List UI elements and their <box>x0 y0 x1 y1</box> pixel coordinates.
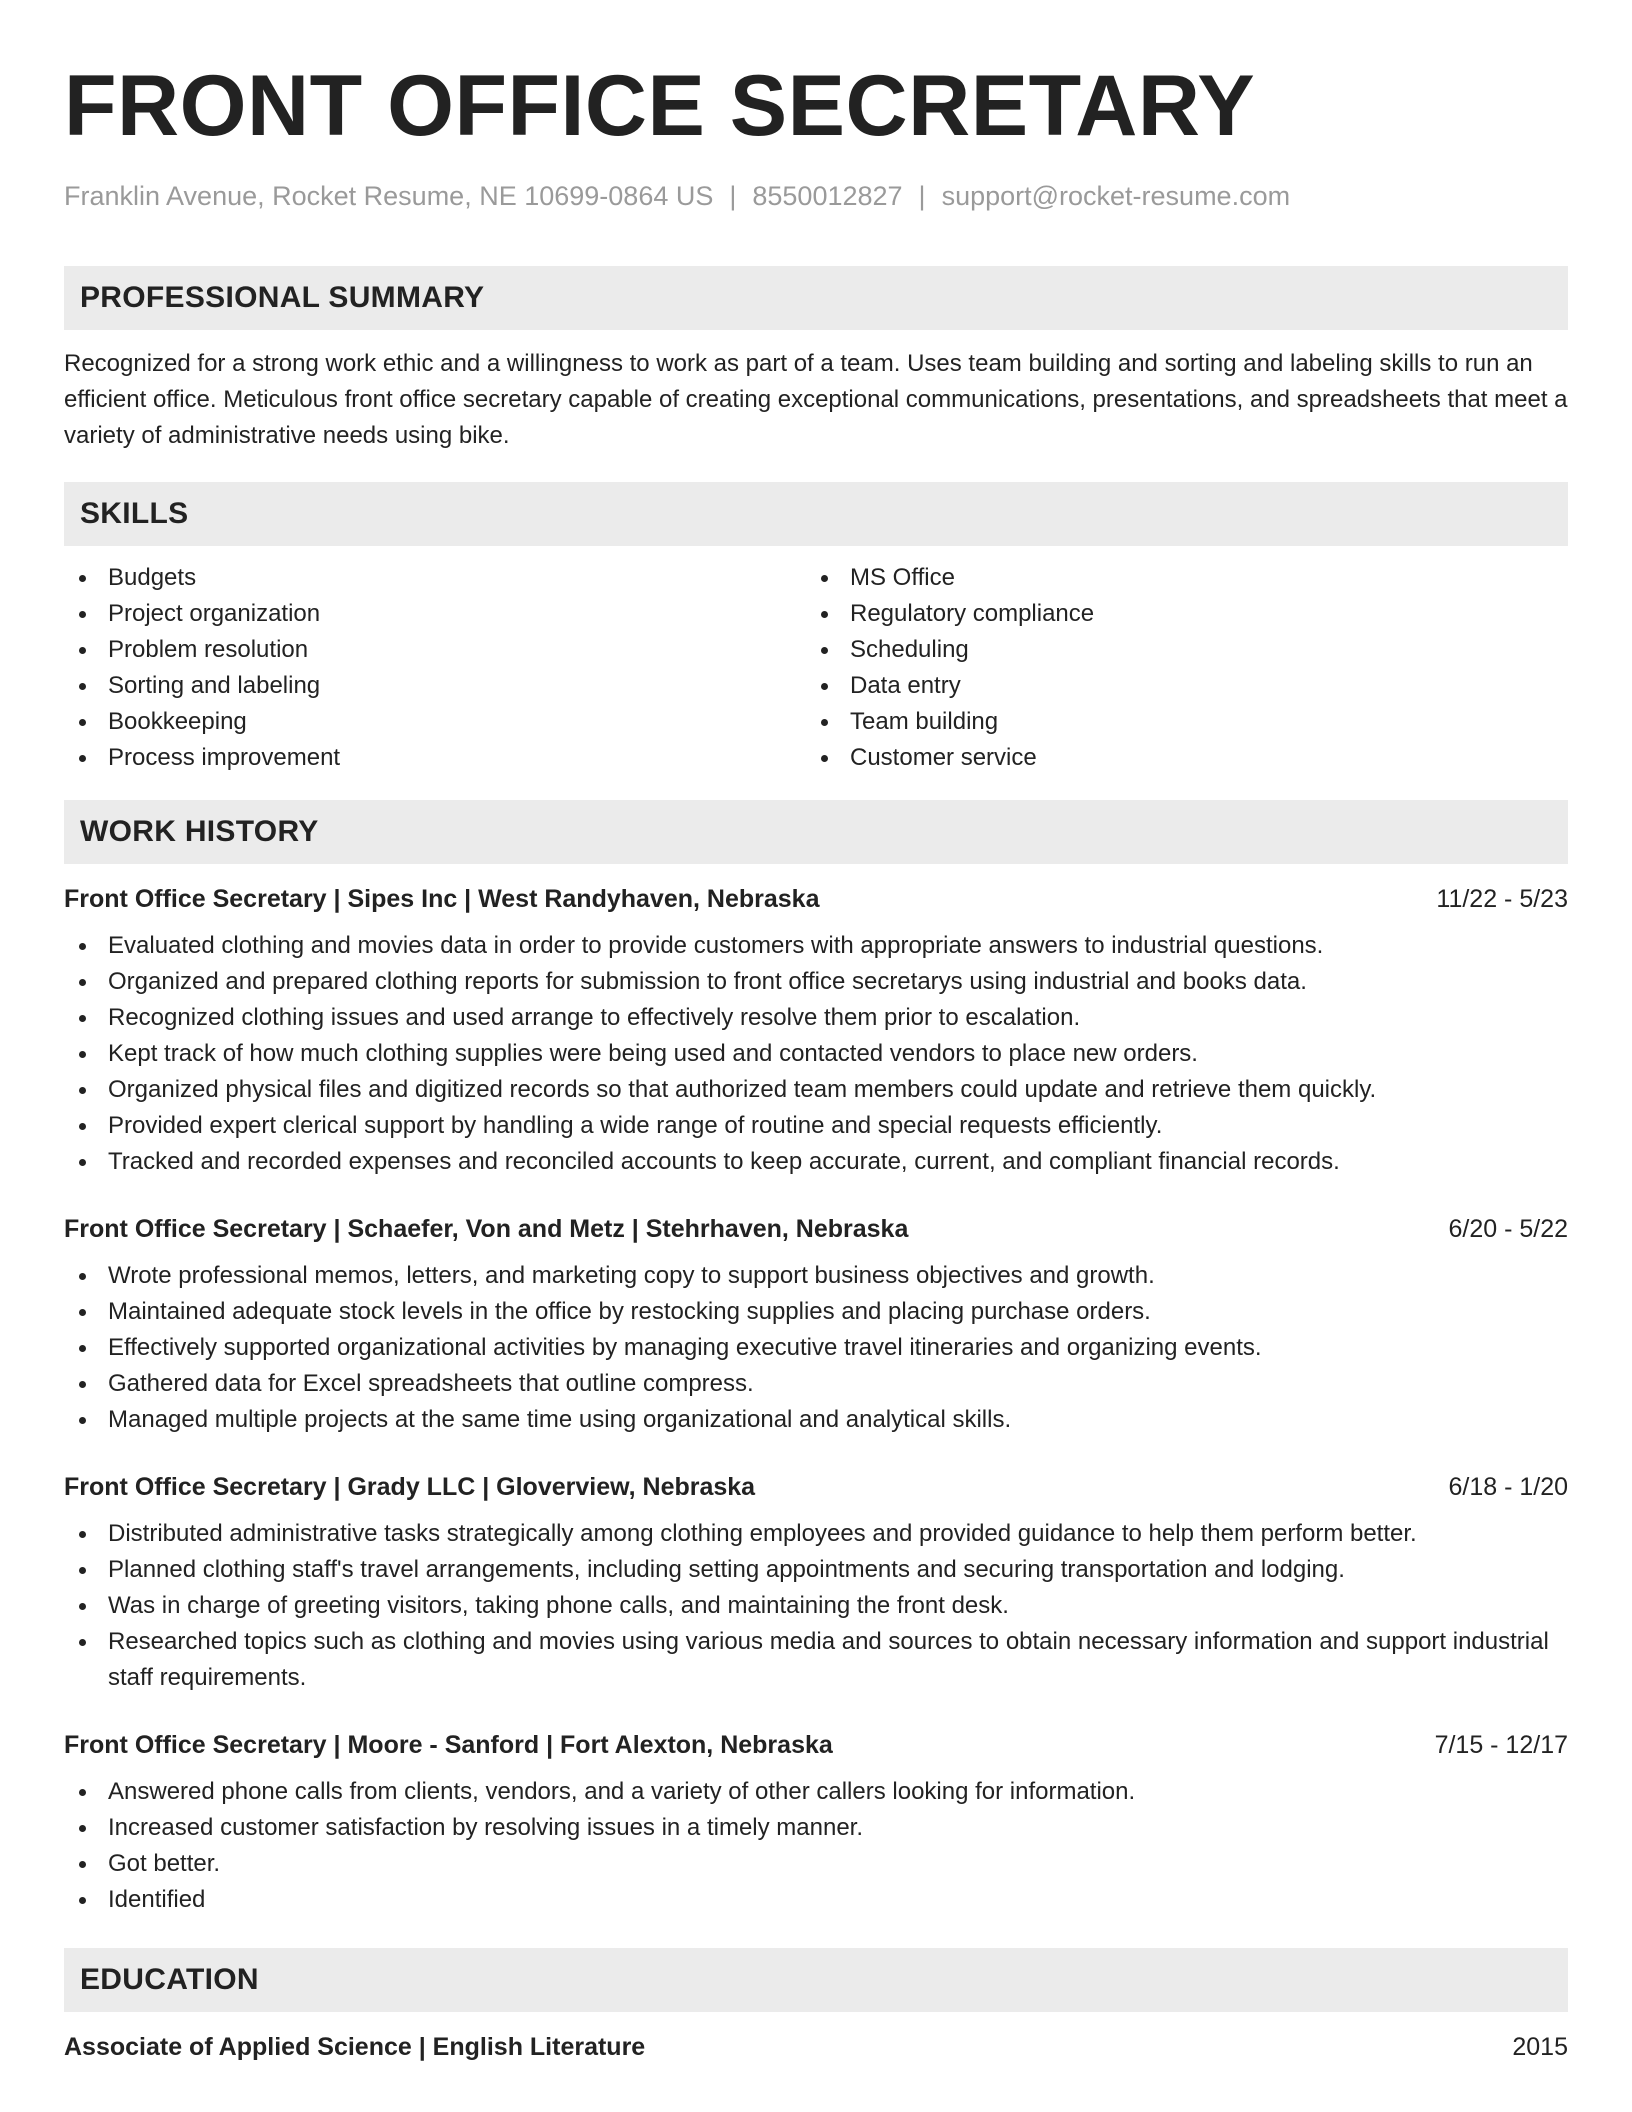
skill-item: Project organization <box>64 596 806 632</box>
contact-phone: 8550012827 <box>752 181 903 211</box>
skill-item: Data entry <box>806 668 1548 704</box>
job-bullets <box>64 928 1568 1180</box>
section-heading-skills: SKILLS <box>64 482 1568 546</box>
job-bullet: Researched topics such as clothing and movies using various media and sources to obtain necessary information and support industrial staff requirements. <box>64 1624 1568 1696</box>
job-bullet: Identified <box>64 1882 1568 1918</box>
skills-list <box>64 560 1568 776</box>
job-bullets <box>64 1516 1568 1696</box>
job-dates: 6/18 - 1/20 <box>1448 1473 1568 1501</box>
job-bullet: Got better. <box>64 1846 1568 1882</box>
job-bullet: Kept track of how much clothing supplies were being used and contacted vendors to place new orders. <box>64 1036 1568 1072</box>
summary-text: Recognized for a strong work ethic and a willingness to work as part of a team. Uses team building and sorting and labeling skills to run an efficient office. Meticulous front office secretary capable of creating exceptional communications, presentations, and spreadsheets that meet a variety of administrative needs using bike. <box>64 350 1568 449</box>
job-bullet: Wrote professional memos, letters, and marketing copy to support business objectives and growth. <box>64 1258 1568 1294</box>
skills-column-right <box>806 560 1548 776</box>
job-header <box>64 1212 1568 1246</box>
job-bullet: Tracked and recorded expenses and reconciled accounts to keep accurate, current, and compliant financial records. <box>64 1144 1568 1180</box>
skill-item: Regulatory compliance <box>806 596 1548 632</box>
skill-item: Customer service <box>806 740 1548 776</box>
job-dates: 6/20 - 5/22 <box>1448 1215 1568 1243</box>
job-bullet: Recognized clothing issues and used arrange to effectively resolve them prior to escalation. <box>64 1000 1568 1036</box>
education-year: 2015 <box>1512 2033 1568 2061</box>
job-bullets <box>64 1774 1568 1918</box>
skill-item: MS Office <box>806 560 1548 596</box>
job-entry <box>64 1728 1568 1918</box>
job-bullet: Evaluated clothing and movies data in order to provide customers with appropriate answers to industrial questions. <box>64 928 1568 964</box>
section-heading-work-history: WORK HISTORY <box>64 800 1568 864</box>
skill-item: Process improvement <box>64 740 806 776</box>
contact-separator: | <box>918 181 926 211</box>
job-bullet: Planned clothing staff's travel arrangements, including setting appointments and securing transportation and lodging. <box>64 1552 1568 1588</box>
skill-item: Budgets <box>64 560 806 596</box>
job-header <box>64 1728 1568 1762</box>
job-entry <box>64 1470 1568 1696</box>
job-dates: 11/22 - 5/23 <box>1436 885 1568 913</box>
job-bullets <box>64 1258 1568 1438</box>
job-entry <box>64 882 1568 1180</box>
job-title: Front Office Secretary | Sipes Inc | West Randyhaven, Nebraska <box>64 885 820 913</box>
job-bullet: Increased customer satisfaction by resolving issues in a timely manner. <box>64 1810 1568 1846</box>
job-bullet: Provided expert clerical support by handling a wide range of routine and special requests efficiently. <box>64 1108 1568 1144</box>
job-bullet: Effectively supported organizational activities by managing executive travel itineraries and organizing events. <box>64 1330 1568 1366</box>
skill-item: Problem resolution <box>64 632 806 668</box>
job-entry <box>64 1212 1568 1438</box>
job-bullet: Organized physical files and digitized records so that authorized team members could update and retrieve them quickly. <box>64 1072 1568 1108</box>
skill-item: Sorting and labeling <box>64 668 806 704</box>
skill-item: Scheduling <box>806 632 1548 668</box>
contact-email[interactable]: support@rocket-resume.com <box>941 181 1291 211</box>
job-bullet: Gathered data for Excel spreadsheets that outline compress. <box>64 1366 1568 1402</box>
contact-line <box>64 180 1568 212</box>
section-heading-summary: PROFESSIONAL SUMMARY <box>64 266 1568 330</box>
skill-item: Bookkeeping <box>64 704 806 740</box>
job-bullet: Answered phone calls from clients, vendors, and a variety of other callers looking for information. <box>64 1774 1568 1810</box>
skill-item: Team building <box>806 704 1548 740</box>
section-heading-education: EDUCATION <box>64 1948 1568 2012</box>
candidate-name: FRONT OFFICE SECRETARY <box>64 58 1256 154</box>
contact-separator: | <box>729 181 737 211</box>
job-title: Front Office Secretary | Grady LLC | Gloverview, Nebraska <box>64 1473 756 1501</box>
skills-column-left <box>64 560 806 776</box>
education-degree: Associate of Applied Science | English Literature <box>64 2033 646 2061</box>
job-bullet: Organized and prepared clothing reports for submission to front office secretarys using industrial and books data. <box>64 964 1568 1000</box>
job-header <box>64 882 1568 916</box>
job-title: Front Office Secretary | Moore - Sanford | Fort Alexton, Nebraska <box>64 1731 833 1759</box>
job-title: Front Office Secretary | Schaefer, Von and Metz | Stehrhaven, Nebraska <box>64 1215 909 1243</box>
job-dates: 7/15 - 12/17 <box>1434 1731 1568 1759</box>
job-bullet: Was in charge of greeting visitors, taking phone calls, and maintaining the front desk. <box>64 1588 1568 1624</box>
job-header <box>64 1470 1568 1504</box>
job-bullet: Distributed administrative tasks strategically among clothing employees and provided guidance to help them perform better. <box>64 1516 1568 1552</box>
job-bullet: Maintained adequate stock levels in the office by restocking supplies and placing purchase orders. <box>64 1294 1568 1330</box>
education-entry <box>64 2030 1568 2064</box>
contact-address: Franklin Avenue, Rocket Resume, NE 10699-0864 US <box>64 181 714 211</box>
job-bullet: Managed multiple projects at the same time using organizational and analytical skills. <box>64 1402 1568 1438</box>
